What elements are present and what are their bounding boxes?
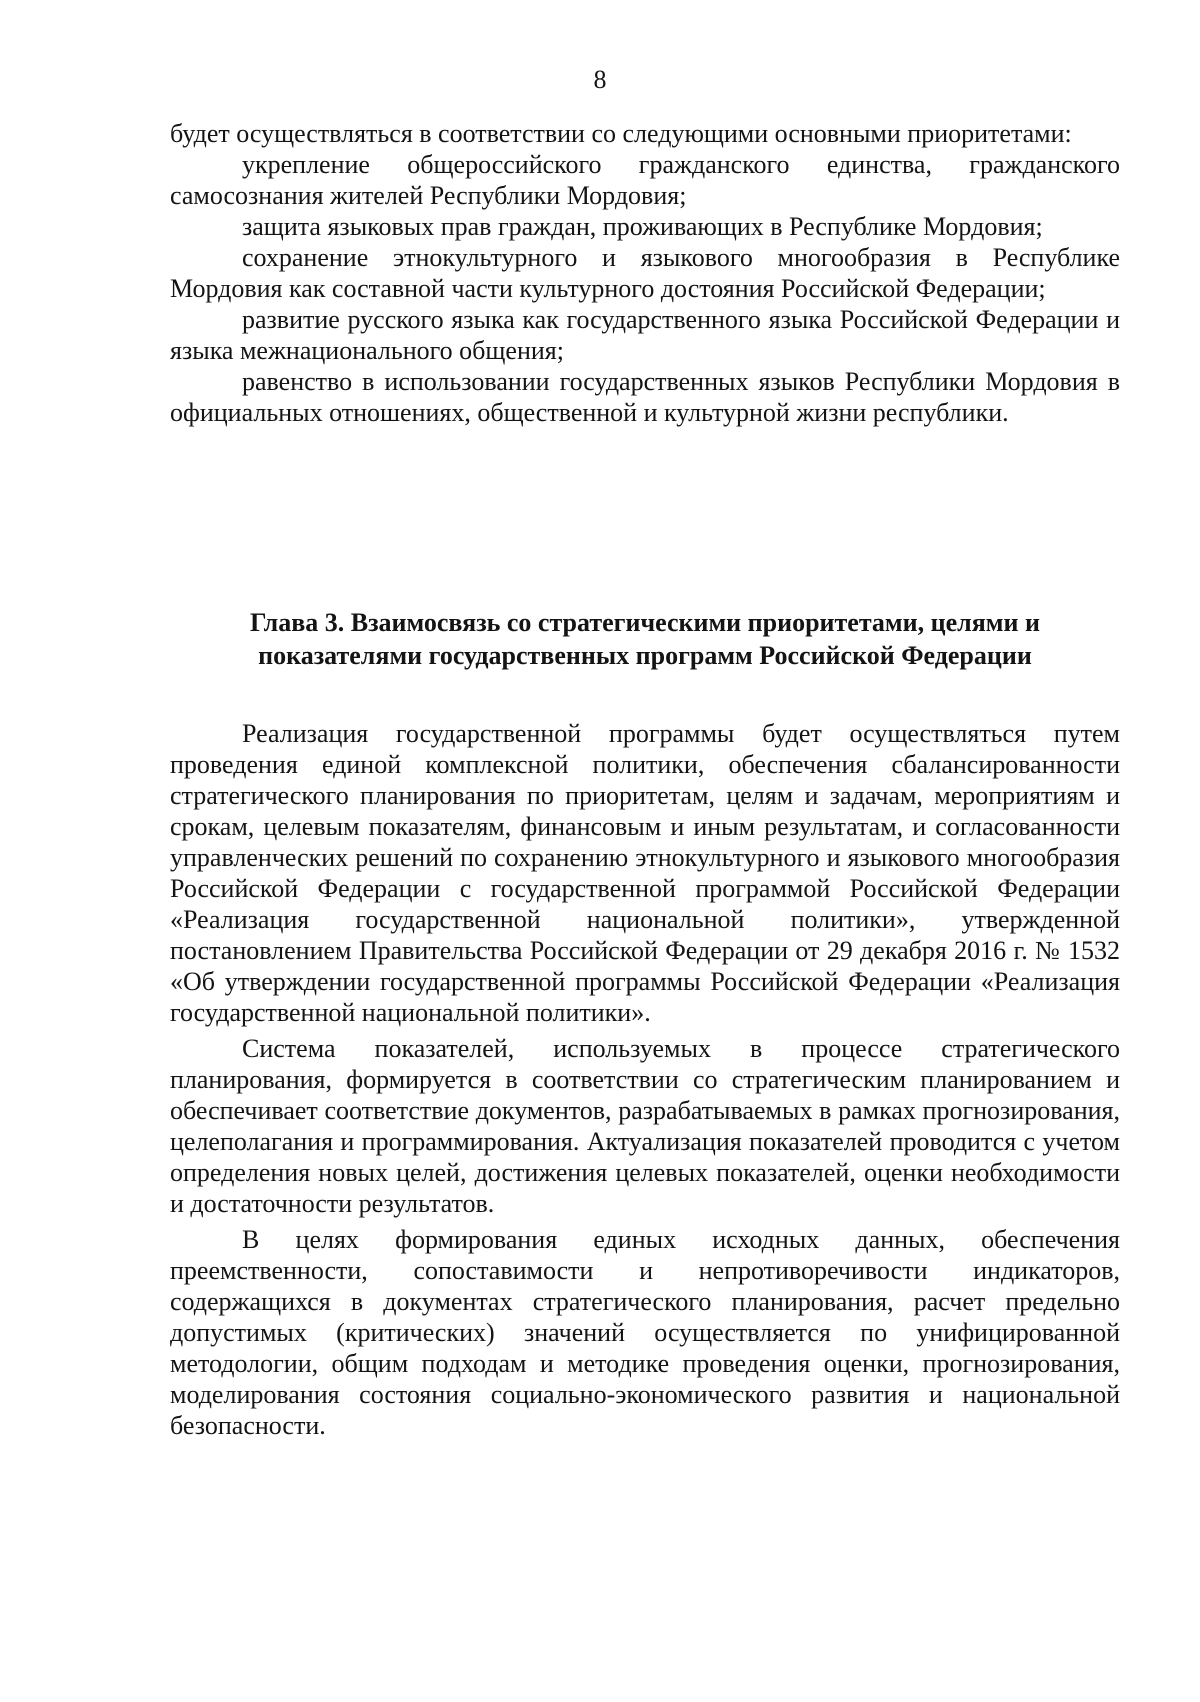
chapter-heading-line: показателями государственных программ Российской Федерации <box>258 641 1032 670</box>
page-number: 8 <box>593 65 607 94</box>
body-paragraph: Реализация государственной программы будет осуществляться путем проведения единой комплексной политики, обеспечения сбалансированности стратегического планирования по приоритетам, целям и задачам, мероприятиям и срокам, целевым показателям, финансовым и иным результатам, и согласованности управленческих решений по сохранению этнокультурного и языкового многообразия Российской Федерации с государственной программой Российской Федерации «Реализация государственной национальной политики», утвержденной постановлением Правительства Российской Федерации от 29 декабря 2016 г. № 1532 «Об утверждении государственной программы Российской Федерации «Реализация государственной национальной политики». <box>170 719 1120 1027</box>
priority-item: развитие русского языка как государственного языка Российской Федерации и языка межнационального общения; <box>170 305 1120 365</box>
chapter-heading <box>150 606 1140 672</box>
priority-item: укрепление общероссийского гражданского единства, гражданского самосознания жителей Республики Мордовия; <box>170 150 1120 210</box>
priorities-section <box>170 118 1120 428</box>
intro-paragraph: будет осуществляться в соответствии со следующими основными приоритетами: <box>170 119 1072 148</box>
body-paragraph: Система показателей, используемых в процессе стратегического планирования, формируется в соответствии со стратегическим планированием и обеспечивает соответствие документов, разрабатываемых в рамках прогнозирования, целеполагания и программирования. Актуализация показателей проводится с учетом определения новых целей, достижения целевых показателей, оценки необходимости и достаточности результатов. <box>170 1034 1120 1218</box>
priority-item: сохранение этнокультурного и языкового многообразия в Республике Мордовия как составной части культурного достояния Российской Федерации; <box>170 243 1120 303</box>
priority-item: защита языковых прав граждан, проживающих в Республике Мордовия; <box>242 212 1043 241</box>
chapter-heading-line: Глава 3. Взаимосвязь со стратегическими приоритетами, целями и <box>250 608 1040 637</box>
body-paragraph: В целях формирования единых исходных данных, обеспечения преемственности, сопоставимости и непротиворечивости индикаторов, содержащихся в документах стратегического планирования, расчет предельно допустимых (критических) значений осуществляется по унифицированной методологии, общим подходам и методике проведения оценки, прогнозирования, моделирования состояния социально-экономического развития и национальной безопасности. <box>170 1225 1120 1440</box>
priority-item: равенство в использовании государственных языков Республики Мордовия в официальных отношениях, общественной и культурной жизни республики. <box>170 367 1120 427</box>
chapter-body <box>170 718 1120 1441</box>
